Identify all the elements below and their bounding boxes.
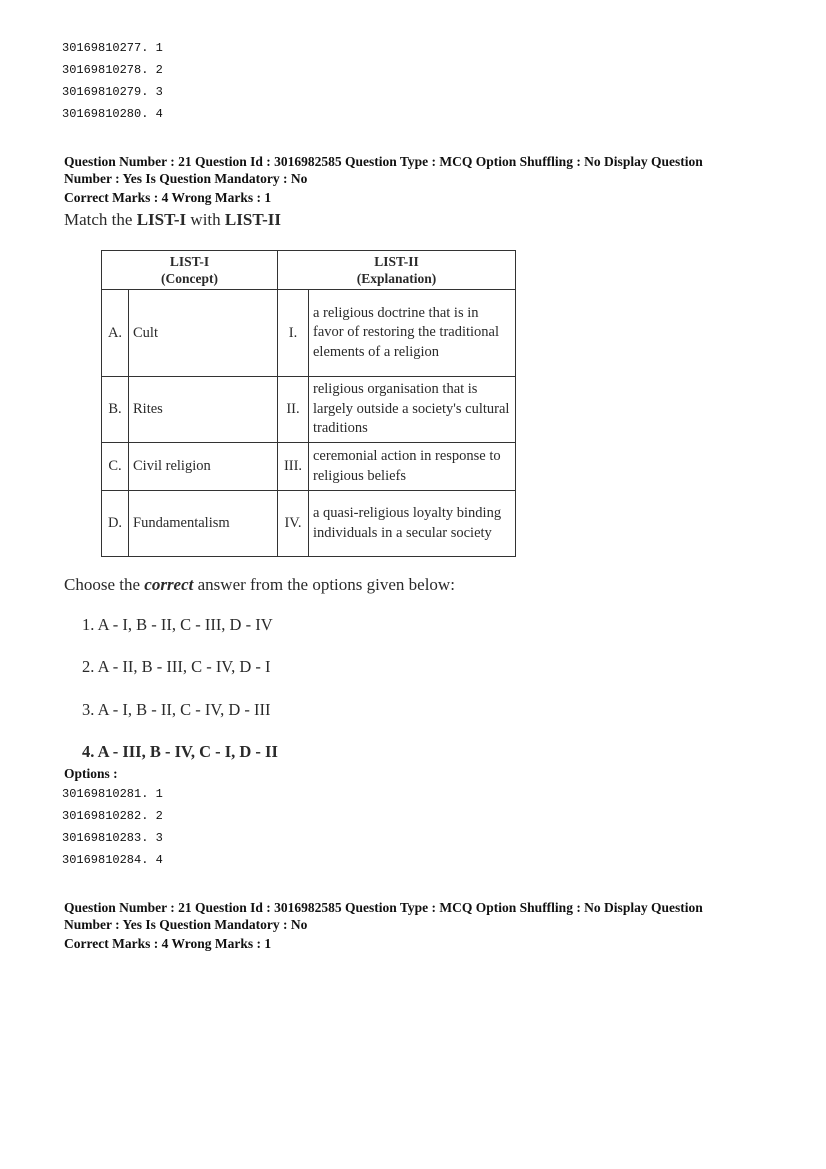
answer-choice-1: 1. A - I, B - II, C - III, D - IV	[82, 615, 273, 634]
choose-instruction: Choose the correct answer from the options given below:	[64, 575, 455, 594]
table-row	[102, 443, 516, 491]
question-meta-line1: Question Number : 21 Question Id : 3016982585 Question Type : MCQ Option Shuffling : No Display Question	[64, 154, 703, 169]
option-3: 30169810283. 3	[62, 831, 163, 845]
answer-choice-3: 3. A - I, B - II, C - IV, D - III	[82, 700, 271, 719]
row-roman: IV.	[278, 491, 309, 557]
previous-option-4: 30169810280. 4	[62, 107, 163, 121]
row-explanation: a quasi-religious loyalty binding individuals in a secular society	[309, 491, 516, 557]
answer-choice-4: 4. A - III, B - IV, C - I, D - II	[82, 742, 278, 761]
next-question-marks: Correct Marks : 4 Wrong Marks : 1	[64, 936, 272, 951]
row-concept: Civil religion	[129, 443, 278, 491]
match-table	[101, 250, 516, 557]
table-row	[102, 377, 516, 443]
next-question-meta-line2: Number : Yes Is Question Mandatory : No	[64, 917, 308, 932]
row-key: B.	[102, 377, 129, 443]
row-key: D.	[102, 491, 129, 557]
row-explanation: religious organisation that is largely outside a society's cultural traditions	[309, 377, 516, 443]
answer-choice-2: 2. A - II, B - III, C - IV, D - I	[82, 657, 271, 676]
option-4: 30169810284. 4	[62, 853, 163, 867]
row-concept: Rites	[129, 377, 278, 443]
options-label: Options :	[64, 766, 118, 781]
list-2-header: LIST-II (Explanation)	[278, 251, 516, 290]
question-marks: Correct Marks : 4 Wrong Marks : 1	[64, 190, 272, 205]
previous-option-2: 30169810278. 2	[62, 63, 163, 77]
row-roman: III.	[278, 443, 309, 491]
option-1: 30169810281. 1	[62, 787, 163, 801]
row-roman: I.	[278, 290, 309, 377]
question-meta-line2: Number : Yes Is Question Mandatory : No	[64, 171, 308, 186]
option-2: 30169810282. 2	[62, 809, 163, 823]
question-prompt: Match the LIST-I with LIST-II	[64, 210, 281, 229]
row-roman: II.	[278, 377, 309, 443]
row-key: C.	[102, 443, 129, 491]
row-concept: Cult	[129, 290, 278, 377]
match-table-header	[102, 251, 516, 290]
previous-option-3: 30169810279. 3	[62, 85, 163, 99]
row-key: A.	[102, 290, 129, 377]
next-question-meta-line1: Question Number : 21 Question Id : 3016982585 Question Type : MCQ Option Shuffling : No Display Question	[64, 900, 703, 915]
row-concept: Fundamentalism	[129, 491, 278, 557]
previous-option-1: 30169810277. 1	[62, 41, 163, 55]
list-1-header: LIST-I (Concept)	[102, 251, 278, 290]
row-explanation: ceremonial action in response to religious beliefs	[309, 443, 516, 491]
table-row	[102, 290, 516, 377]
row-explanation: a religious doctrine that is in favor of restoring the traditional elements of a religion	[309, 290, 516, 377]
table-row	[102, 491, 516, 557]
